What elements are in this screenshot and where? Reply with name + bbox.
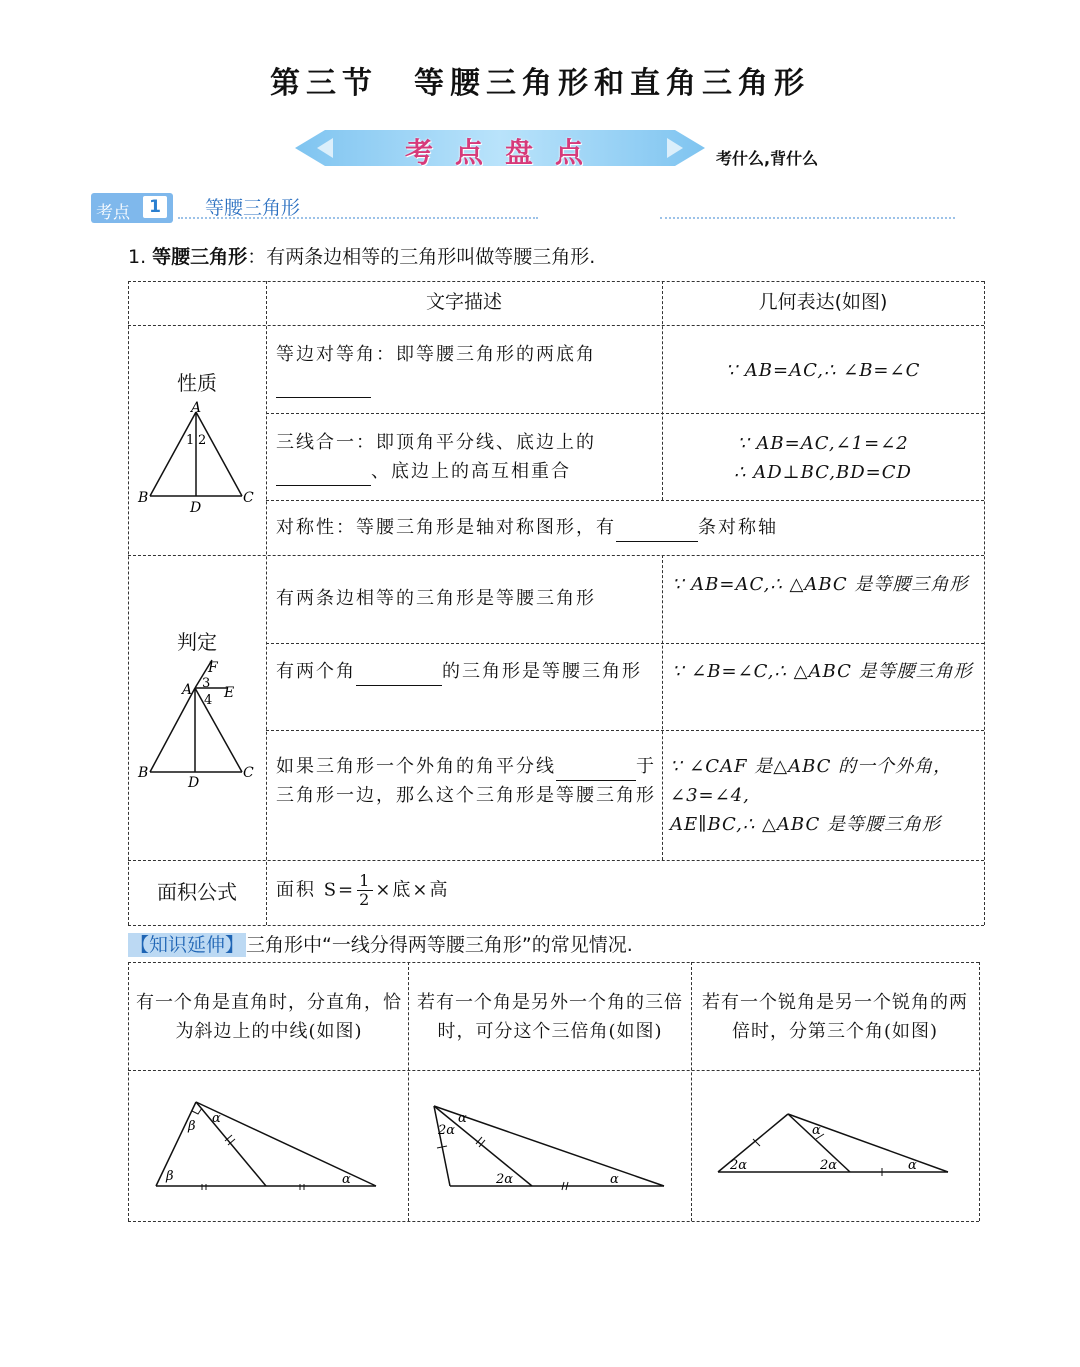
judge-row3-geo xyxy=(670,752,980,839)
judge-row3-text-a: 如果三角形一个外角的角平分线 xyxy=(276,756,556,777)
extension-tag: 【知识延伸】 xyxy=(130,934,245,956)
judge-row2-text-b: 的三角形是等腰三角形 xyxy=(442,661,642,682)
definition-term: 等腰三角形 xyxy=(152,246,248,268)
judgement-label: 判定 xyxy=(177,630,217,654)
fig4-alpha-top: α xyxy=(458,1111,467,1126)
prop-row2-geo-a: ∵ AB=AC,∠1=∠2 xyxy=(737,433,909,454)
judge-row2-text-a: 有两个角 xyxy=(276,661,356,682)
extension-case-2: 若有一个角是另外一个角的三倍时，可分这个三倍角(如图) xyxy=(417,992,683,1042)
kaodian-divider-right xyxy=(660,217,955,219)
prop-row2-desc xyxy=(276,428,656,486)
answer-blank[interactable] xyxy=(356,663,442,686)
judge-row3-geo-b: ∠3=∠4, xyxy=(670,785,750,806)
judge-row3-geo-c: AE∥BC,∴ △ABC 是等腰三角形 xyxy=(670,814,941,835)
area-fraction xyxy=(357,872,373,909)
fig2-label-c: C xyxy=(243,765,254,781)
fig2-label-4: 4 xyxy=(204,693,213,708)
fig4-2alpha-mid: 2α xyxy=(496,1172,514,1187)
judge-row3-desc xyxy=(276,752,656,810)
fig4-2alpha-left: 2α xyxy=(438,1123,456,1138)
answer-blank[interactable] xyxy=(276,375,371,398)
judge-row3-text-b: 于三角形一边，那么这个三角形是等腰三角形 xyxy=(276,756,656,806)
fig1-label-2: 2 xyxy=(198,433,207,448)
answer-blank[interactable] xyxy=(616,519,698,542)
fig4-alpha-right: α xyxy=(610,1172,619,1187)
fig2-label-e: E xyxy=(224,685,235,701)
area-frac-num: 1 xyxy=(359,871,372,890)
fig3-beta-bottom: β xyxy=(166,1169,174,1184)
kaodian-tag xyxy=(91,193,173,223)
fig2-label-3: 3 xyxy=(202,676,211,691)
isosceles-figure-d xyxy=(132,398,262,518)
right-triangle-median-figure xyxy=(140,1090,400,1200)
fig1-label-c: C xyxy=(243,490,254,506)
fig5-alpha-top: α xyxy=(812,1123,821,1138)
fig1-label-d: D xyxy=(190,500,202,516)
prop-row1-text: 等边对等角：即等腰三角形的两底角 xyxy=(276,344,596,365)
prop-row2-text-a: 三线合一：即顶角平分线、底边上的 xyxy=(276,432,596,453)
header-geo: 几何表达(如图) xyxy=(758,291,888,313)
answer-blank[interactable] xyxy=(276,463,371,486)
fig3-beta-top: β xyxy=(188,1119,196,1134)
judge-row2-geo: ∵ ∠B=∠C,∴ △ABC 是等腰三角形 xyxy=(672,661,973,682)
prop-row3-symmetry xyxy=(276,513,976,542)
fig2-label-f: F xyxy=(208,660,218,676)
extension-text: 三角形中“一线分得两等腰三角形”的常见情况. xyxy=(246,934,633,956)
fig3-alpha-top: α xyxy=(212,1111,221,1126)
prop-row2-text-b: 、底边上的高互相重合 xyxy=(371,461,571,482)
fig5-2alpha-left: 2α xyxy=(730,1158,748,1173)
area-suffix: ×底×高 xyxy=(375,879,450,901)
fig1-label-1: 1 xyxy=(186,433,195,448)
fig2-label-a: A xyxy=(182,682,193,698)
header-desc: 文字描述 xyxy=(425,291,502,313)
area-formula xyxy=(276,872,676,909)
fig1-label-b: B xyxy=(138,490,149,506)
page-title: 第三节 等腰三角形和直角三角形 xyxy=(270,66,810,101)
kaodian-tag-label: 考点 xyxy=(96,203,130,223)
triple-angle-figure xyxy=(420,1094,680,1204)
answer-blank[interactable] xyxy=(556,758,636,781)
judge-row3-geo-a: ∵ ∠CAF 是△ABC 的一个外角， xyxy=(670,756,953,777)
double-angle-figure xyxy=(708,1098,968,1188)
banner-label: 考点盘点 xyxy=(404,136,605,169)
kaodian-number: 1 xyxy=(143,196,167,218)
fig5-alpha-right: α xyxy=(908,1158,917,1173)
fig3-alpha-bottom: α xyxy=(342,1172,351,1187)
prop-row1-geo: ∵ AB=AC,∴ ∠B=∠C xyxy=(725,360,921,381)
banner-side-note: 考什么,背什么 xyxy=(716,149,819,168)
extension-heading xyxy=(128,930,633,957)
definition-text: ：有两条边相等的三角形叫做等腰三角形. xyxy=(247,246,596,268)
prop-row3-text-b: 条对称轴 xyxy=(698,517,778,538)
area-prefix: 面积 S= xyxy=(276,879,356,901)
definition-number: 1. xyxy=(128,246,153,268)
area-frac-den: 2 xyxy=(359,890,372,909)
fig1-label-a: A xyxy=(191,400,202,416)
prop-row2-geo xyxy=(662,429,984,487)
extension-case-1: 有一个角是直角时，分直角，恰为斜边上的中线(如图) xyxy=(136,992,402,1042)
prop-row2-geo-b: ∴ AD⊥BC,BD=CD xyxy=(734,462,912,483)
judge-row1-geo: ∵ AB=AC,∴ △ABC 是等腰三角形 xyxy=(672,574,969,595)
fig5-2alpha-mid: 2α xyxy=(820,1158,838,1173)
area-label: 面积公式 xyxy=(157,880,237,904)
judge-row1-desc: 有两条边相等的三角形是等腰三角形 xyxy=(276,588,596,609)
kaodian-title: 等腰三角形 xyxy=(205,197,301,219)
prop-row1-desc xyxy=(276,340,656,398)
prop-row3-text-a: 对称性：等腰三角形是轴对称图形，有 xyxy=(276,517,616,538)
judge-row2-desc xyxy=(276,657,656,686)
fig2-label-b: B xyxy=(138,765,149,781)
extension-case-3: 若有一个锐角是另一个锐角的两倍时，分第三个角(如图) xyxy=(702,992,968,1042)
definition-line xyxy=(128,242,595,269)
kaodian-divider xyxy=(178,217,538,219)
fig2-label-d: D xyxy=(188,775,200,791)
isosceles-figure-exterior xyxy=(132,656,262,796)
properties-label: 性质 xyxy=(177,371,217,395)
